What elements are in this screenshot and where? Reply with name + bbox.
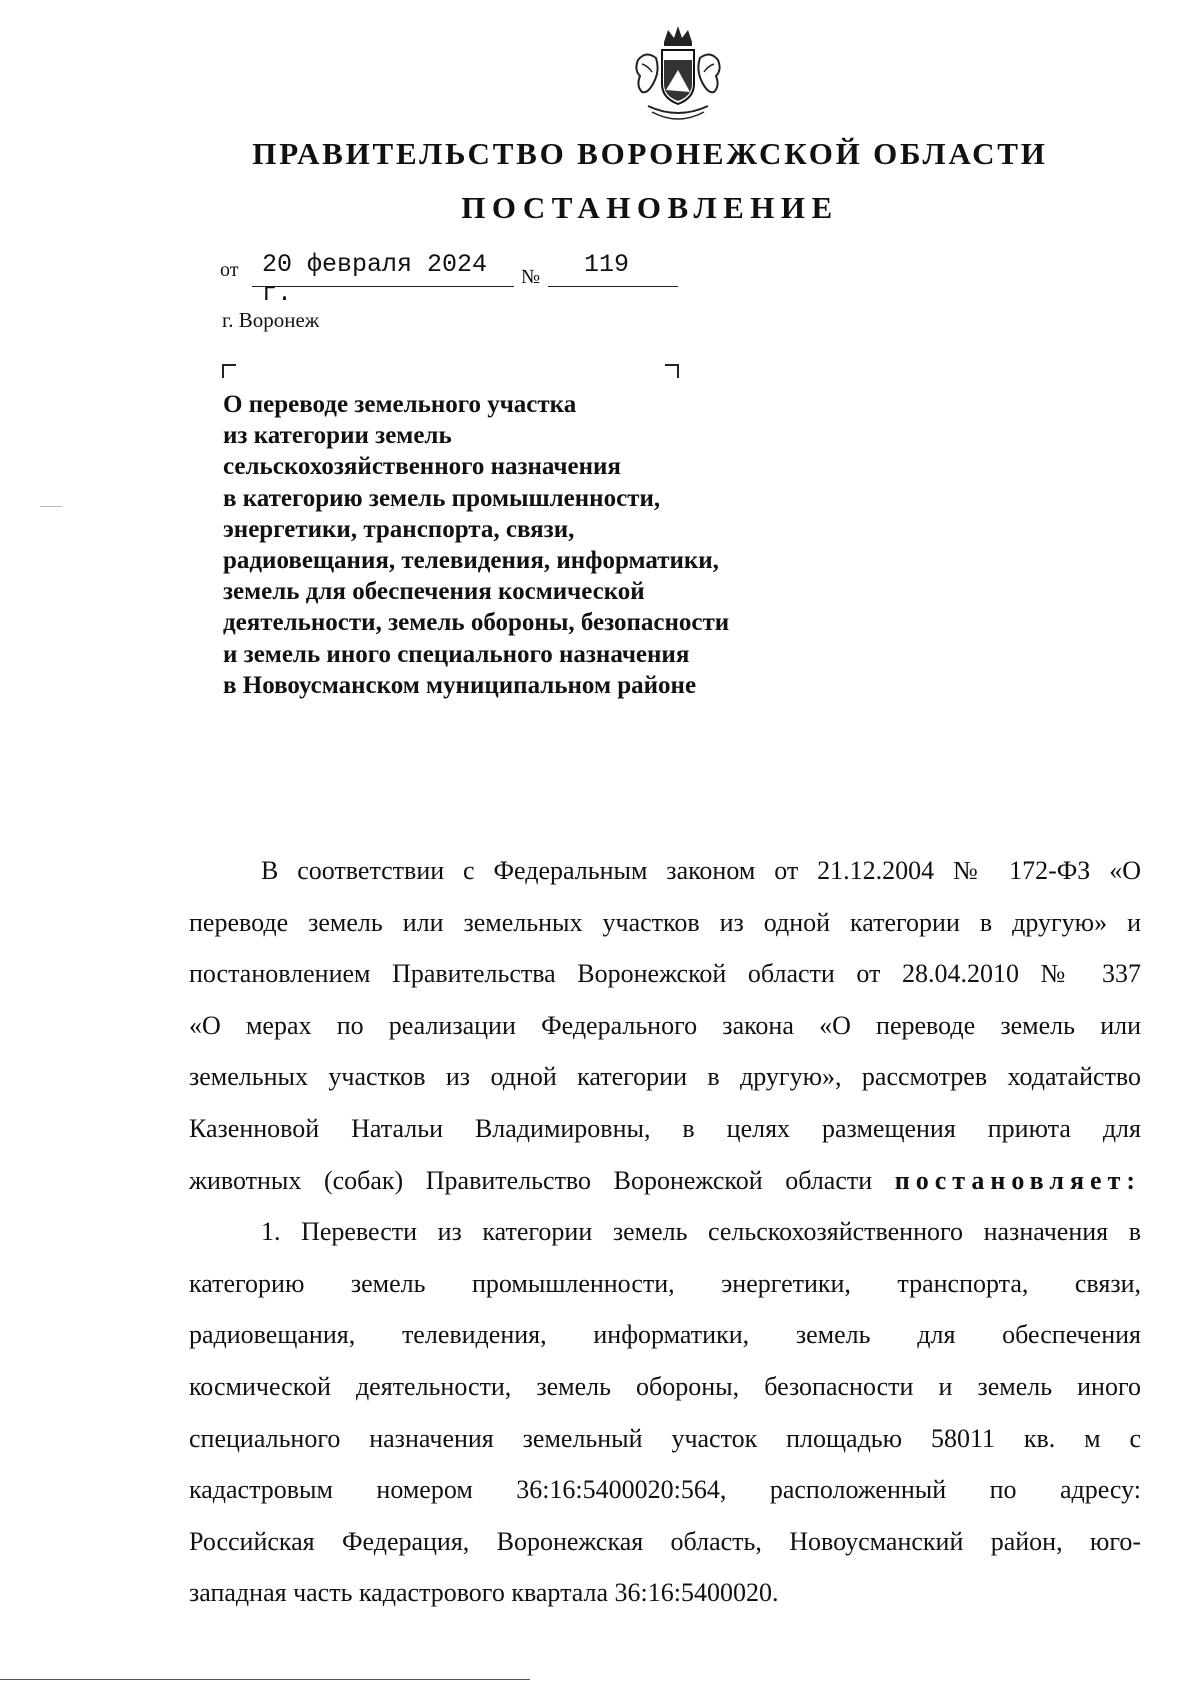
- subject-corner-left: [222, 364, 236, 378]
- subject-line: сельскохозяйственного назначения: [223, 453, 621, 481]
- preamble-line: животных (собак) Правительство Воронежской области: [189, 1165, 873, 1195]
- subject-corner-right: [665, 364, 679, 378]
- preamble-line: «О мерах по реализации Федерального закона «О переводе земель или: [189, 1010, 1141, 1040]
- clause-line: категорию земель промышленности, энергетики, транспорта, связи,: [189, 1268, 1141, 1298]
- resolves-word: постановляет:: [894, 1165, 1141, 1195]
- coat-of-arms-emblem: [628, 20, 728, 128]
- clause-line: радиовещания, телевидения, информатики, земель для обеспечения: [189, 1320, 1141, 1350]
- subject-line: и земель иного специального назначения: [223, 640, 690, 668]
- footer-rule: [0, 1679, 530, 1680]
- clause-line: специального назначения земельный участок площадью 58011 кв. м с: [189, 1423, 1141, 1453]
- subject-line: радиовещания, телевидения, информатики,: [223, 547, 719, 575]
- government-name: ПРАВИТЕЛЬСТВО ВОРОНЕЖСКОЙ ОБЛАСТИ: [252, 136, 1048, 171]
- subject-line: энергетики, транспорта, связи,: [223, 515, 575, 543]
- subject-line: в Новоусманском муниципальном районе: [223, 671, 697, 699]
- clause-line: западная часть кадастрового квартала 36:16:5400020.: [189, 1578, 779, 1608]
- preamble-line: Казенновой Натальи Владимировны, в целях размещения приюта для: [189, 1113, 1141, 1143]
- subject-line: из категории земель: [223, 422, 452, 450]
- issue-city: г. Воронеж: [222, 308, 320, 332]
- document-date: 20 февраля 2024 г.: [262, 250, 488, 308]
- preamble-line: постановлением Правительства Воронежской области от 28.04.2010 № 337: [189, 959, 1141, 989]
- date-field: [252, 250, 514, 308]
- document-number: 119: [584, 250, 630, 279]
- subject-line: в категорию земель промышленности,: [223, 484, 661, 512]
- preamble-line: переводе земель или земельных участков из одной категории в другую» и: [189, 907, 1141, 937]
- decree-body: [189, 845, 1141, 1619]
- date-prefix: от: [220, 259, 239, 281]
- subject-line: О переводе земельного участка: [223, 391, 577, 418]
- clause-line: 1. Перевести из категории земель сельскохозяйственного назначения в: [261, 1217, 1141, 1247]
- subject-line: земель для обеспечения космической: [223, 578, 645, 606]
- document-type-title: ПОСТАНОВЛЕНИЕ: [461, 190, 839, 225]
- decree-subject: [223, 389, 843, 701]
- margin-mark: [40, 506, 62, 507]
- clause-line: космической деятельности, земель обороны, безопасности и земель иного: [189, 1371, 1141, 1401]
- clause-line: кадастровым номером 36:16:5400020:564, расположенный по адресу:: [189, 1475, 1141, 1505]
- clause-line: Российская Федерация, Воронежская область, Новоусманский район, юго-: [189, 1526, 1141, 1556]
- preamble-line: В соответствии с Федеральным законом от 21.12.2004 № 172-ФЗ «О: [261, 856, 1141, 885]
- number-sign: №: [521, 266, 541, 288]
- subject-line: деятельности, земель обороны, безопасности: [223, 609, 730, 637]
- preamble-line: земельных участков из одной категории в другую», рассмотрев ходатайство: [189, 1062, 1141, 1092]
- number-field: [548, 250, 678, 287]
- preamble-last-line: [189, 1155, 1141, 1207]
